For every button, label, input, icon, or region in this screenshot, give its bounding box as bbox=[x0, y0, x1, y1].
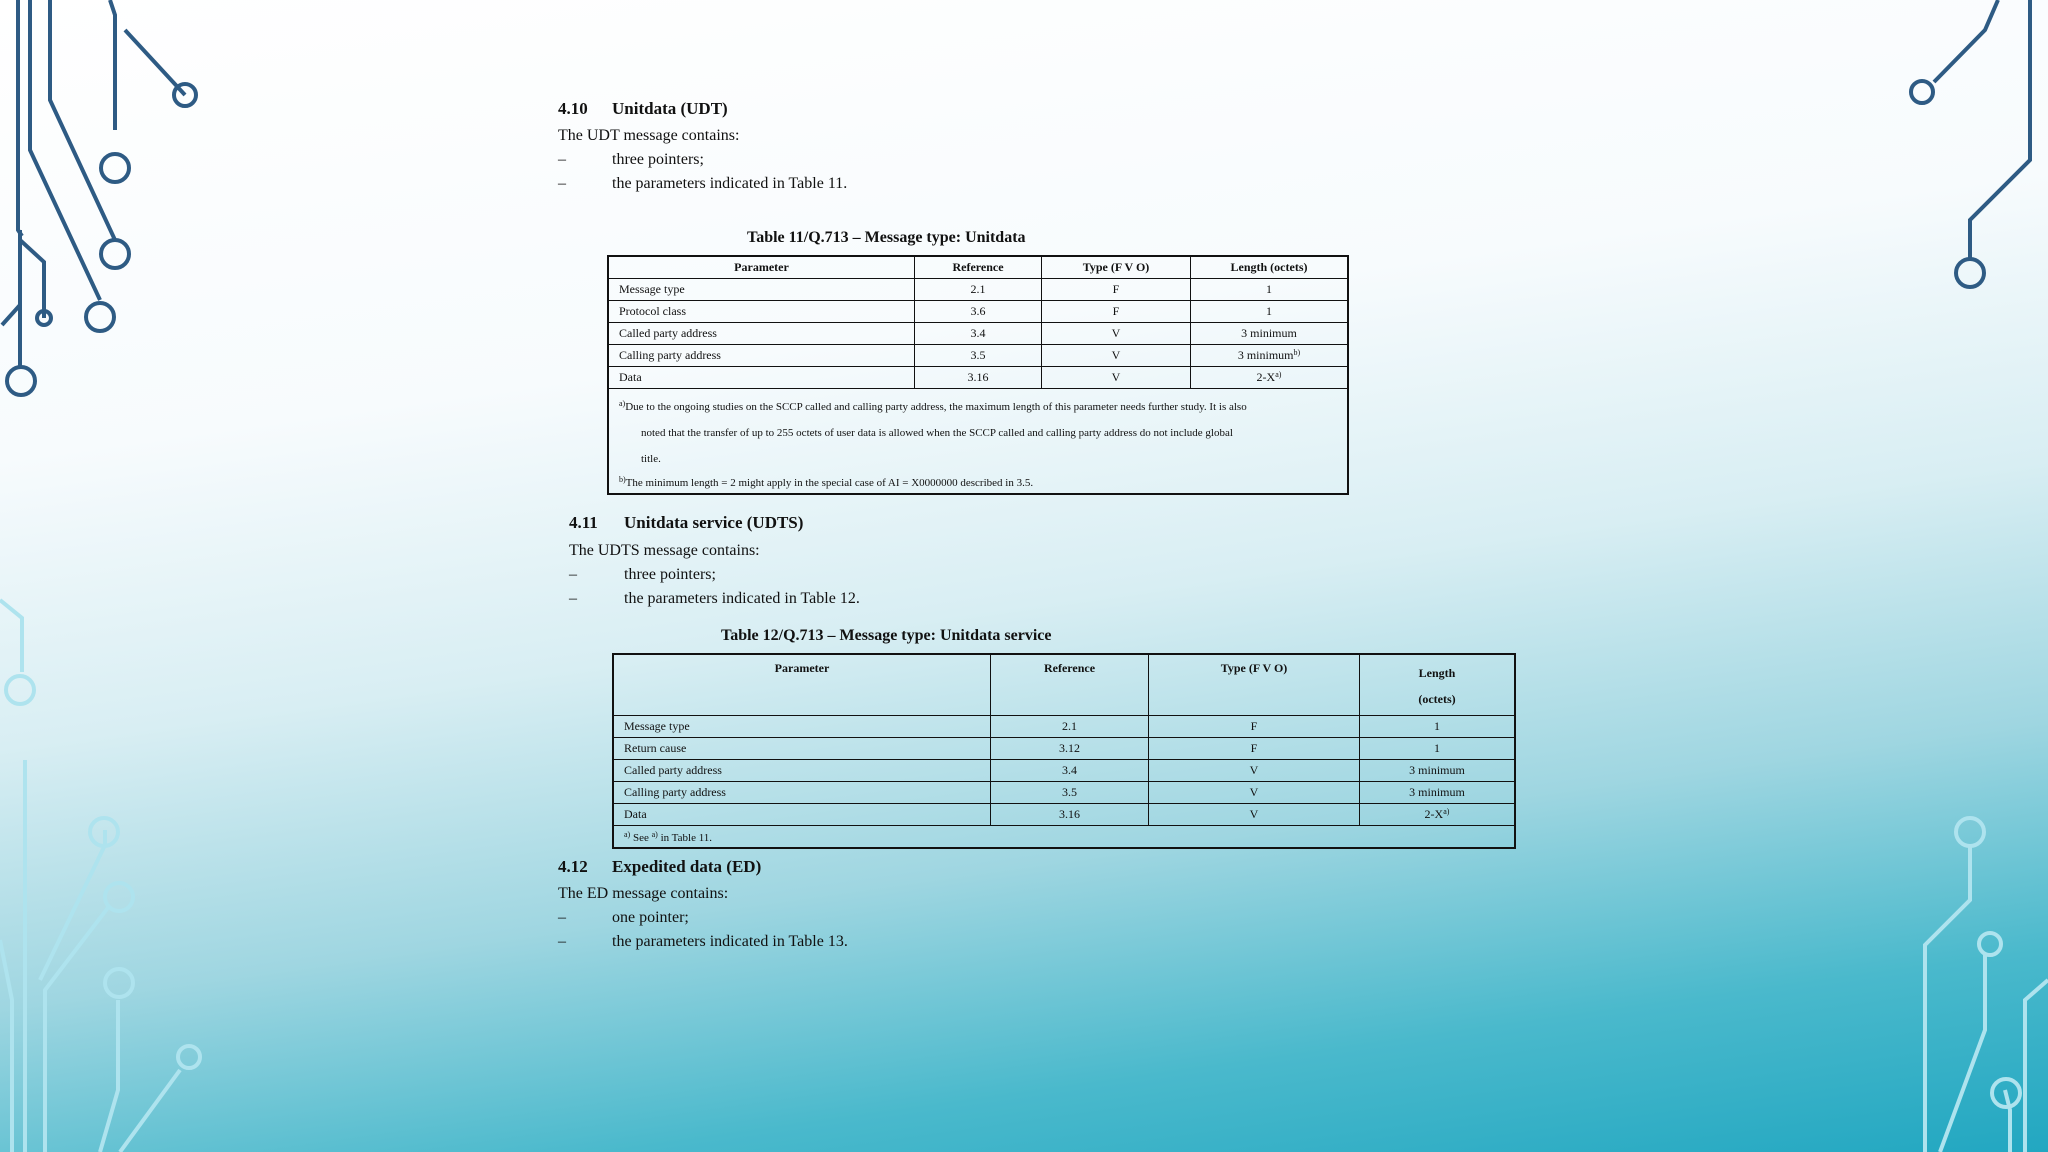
note-a-continued: noted that the transfer of up to 255 octets of user data is allowed when the SCCP called and calling party address do not include global bbox=[641, 427, 1233, 439]
section-4-11-title: Unitdata service (UDTS) bbox=[624, 513, 804, 532]
section-4-12-title: Expedited data (ED) bbox=[612, 857, 762, 876]
cell-type: V bbox=[1149, 804, 1360, 826]
table-11 bbox=[607, 255, 1349, 495]
list-item: three pointers; bbox=[624, 566, 716, 583]
table-12-note: $^{a)}$ See $^{a)}$ in Table 11. bbox=[613, 826, 1515, 849]
list-dash: – bbox=[558, 151, 566, 168]
section-4-12-intro: The ED message contains: bbox=[558, 885, 729, 902]
table-header: Length (octets) bbox=[1360, 654, 1516, 716]
list-dash: – bbox=[558, 175, 566, 192]
table-note-row bbox=[608, 389, 1348, 495]
cell-reference: 3.16 bbox=[915, 367, 1042, 389]
list-item: the parameters indicated in Table 13. bbox=[612, 933, 848, 950]
section-4-10-title: Unitdata (UDT) bbox=[612, 99, 728, 118]
table-row bbox=[613, 760, 1515, 782]
cell-parameter: Calling party address bbox=[608, 345, 915, 367]
cell-parameter: Called party address bbox=[613, 760, 991, 782]
table-row bbox=[613, 804, 1515, 826]
cell-reference: 2.1 bbox=[915, 279, 1042, 301]
cell-parameter: Message type bbox=[608, 279, 915, 301]
table-header: Reference bbox=[915, 256, 1042, 279]
list-item: the parameters indicated in Table 11. bbox=[612, 175, 848, 192]
cell-type: V bbox=[1149, 782, 1360, 804]
list-item: one pointer; bbox=[612, 909, 689, 926]
cell-type: V bbox=[1042, 345, 1191, 367]
note-b: $^{b)}$The minimum length = 2 might apply in the special case of AI = X0000000 described in 3.5. bbox=[619, 475, 1034, 489]
cell-length: 3 minimum bbox=[1360, 760, 1516, 782]
cell-reference: 3.16 bbox=[991, 804, 1149, 826]
cell-length: 1 bbox=[1191, 301, 1349, 323]
table-row bbox=[613, 738, 1515, 760]
cell-length: $2-X^{a)}$ bbox=[1360, 804, 1516, 826]
table-header: Parameter bbox=[613, 654, 991, 716]
list-item: three pointers; bbox=[612, 151, 704, 168]
table-row bbox=[613, 782, 1515, 804]
cell-parameter: Called party address bbox=[608, 323, 915, 345]
cell-length: 3 minimum bbox=[1191, 323, 1349, 345]
table-header: Reference bbox=[991, 654, 1149, 716]
section-4-11-number: 4.11 bbox=[569, 513, 598, 532]
table-row bbox=[608, 367, 1348, 389]
table-12 bbox=[612, 653, 1516, 849]
cell-parameter: Data bbox=[613, 804, 991, 826]
table-row bbox=[608, 345, 1348, 367]
section-4-11-intro: The UDTS message contains: bbox=[569, 542, 760, 559]
cell-parameter: Message type bbox=[613, 716, 991, 738]
cell-type: V bbox=[1042, 323, 1191, 345]
cell-type: F bbox=[1149, 738, 1360, 760]
table-row bbox=[608, 301, 1348, 323]
table-header: Parameter bbox=[608, 256, 915, 279]
cell-parameter: Data bbox=[608, 367, 915, 389]
cell-length: 3 minimum$^{b)}$ bbox=[1191, 345, 1349, 367]
cell-reference: 3.6 bbox=[915, 301, 1042, 323]
table-header: Length (octets) bbox=[1191, 256, 1349, 279]
cell-type: V bbox=[1042, 367, 1191, 389]
table-note-row bbox=[613, 826, 1515, 849]
cell-reference: 3.5 bbox=[991, 782, 1149, 804]
cell-reference: 2.1 bbox=[991, 716, 1149, 738]
cell-parameter: Return cause bbox=[613, 738, 991, 760]
cell-parameter: Protocol class bbox=[608, 301, 915, 323]
cell-type: F bbox=[1042, 279, 1191, 301]
list-dash: – bbox=[569, 566, 577, 583]
cell-type: V bbox=[1149, 760, 1360, 782]
cell-length: 1 bbox=[1360, 738, 1516, 760]
cell-parameter: Calling party address bbox=[613, 782, 991, 804]
cell-reference: 3.4 bbox=[991, 760, 1149, 782]
cell-length: 1 bbox=[1191, 279, 1349, 301]
cell-reference: 3.5 bbox=[915, 345, 1042, 367]
table-header: Type (F V O) bbox=[1149, 654, 1360, 716]
table-header: Type (F V O) bbox=[1042, 256, 1191, 279]
cell-type: F bbox=[1149, 716, 1360, 738]
cell-type: F bbox=[1042, 301, 1191, 323]
table-12-caption: Table 12/Q.713 – Message type: Unitdata service bbox=[721, 627, 1052, 644]
list-dash: – bbox=[569, 590, 577, 607]
note-a-end: title. bbox=[641, 453, 661, 465]
cell-length: 1 bbox=[1360, 716, 1516, 738]
note-a: $^{a)}$Due to the ongoing studies on the SCCP called and calling party address, the maximum length of this parameter needs further study. It is also bbox=[619, 399, 1247, 413]
cell-reference: 3.4 bbox=[915, 323, 1042, 345]
section-4-10-number: 4.10 bbox=[558, 99, 588, 118]
section-4-10-intro: The UDT message contains: bbox=[558, 127, 740, 144]
section-4-12-number: 4.12 bbox=[558, 857, 588, 876]
list-dash: – bbox=[558, 909, 566, 926]
table-11-notes bbox=[608, 389, 1348, 495]
list-item: the parameters indicated in Table 12. bbox=[624, 590, 860, 607]
cell-length: 3 minimum bbox=[1360, 782, 1516, 804]
table-row bbox=[608, 323, 1348, 345]
table-11-caption: Table 11/Q.713 – Message type: Unitdata bbox=[747, 229, 1026, 246]
list-dash: – bbox=[558, 933, 566, 950]
cell-reference: 3.12 bbox=[991, 738, 1149, 760]
table-row bbox=[613, 716, 1515, 738]
table-row bbox=[608, 279, 1348, 301]
cell-length: $2-X^{a)}$ bbox=[1191, 367, 1349, 389]
